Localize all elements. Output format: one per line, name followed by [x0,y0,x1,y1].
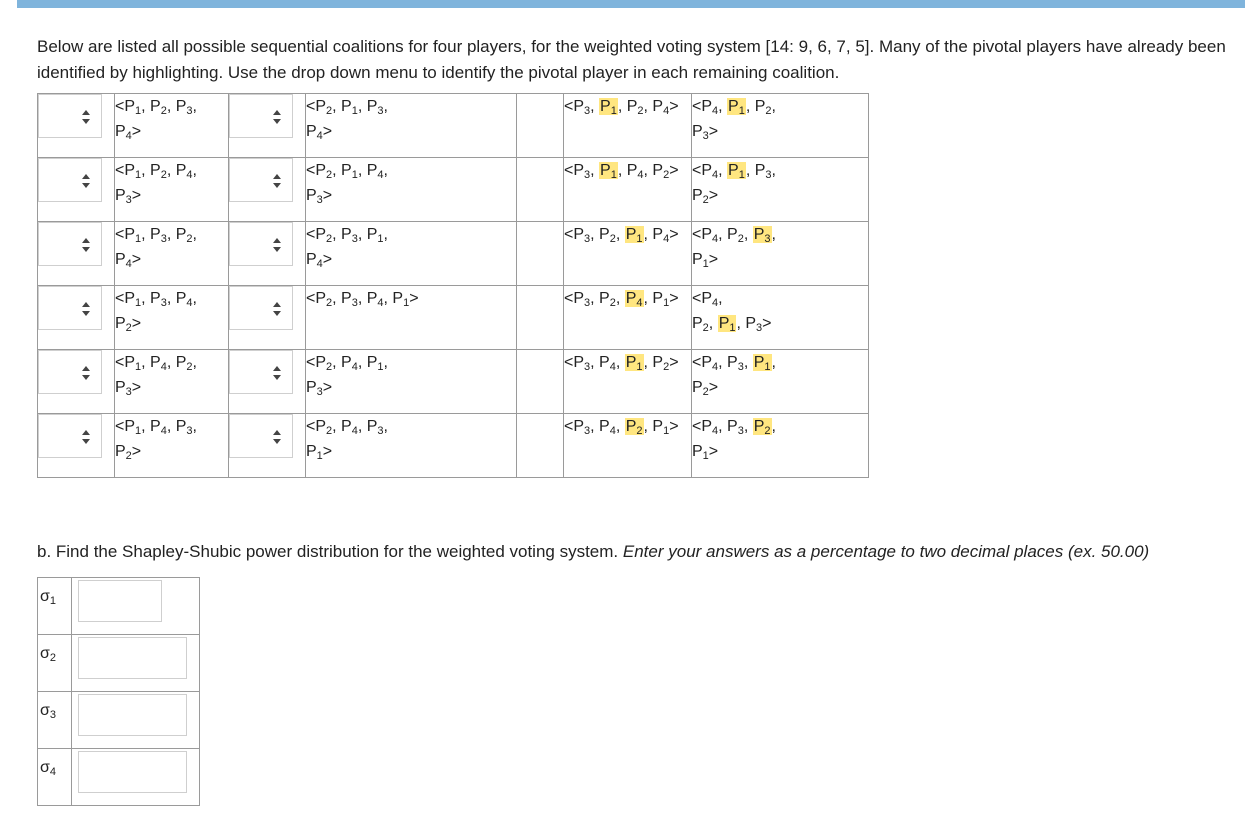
empty-cell [517,158,564,222]
pivotal-player-highlight: $P_2$ [753,418,771,437]
table-row [38,635,200,692]
pivotal-player-highlight: $P_1$ [728,162,745,181]
coalition-cell [692,414,869,478]
coalition-sequence: $<P_1$, $P_2$, $P_4$, $P_3>$ [115,162,197,206]
sort-arrows-icon [272,364,282,382]
coalition-cell [115,414,229,478]
sigma-input-cell [72,749,200,806]
pivotal-player-highlight: $P_2$ [625,418,643,437]
pivot-dropdown[interactable] [229,414,293,458]
pivot-dropdown[interactable] [229,350,293,394]
sort-arrows-icon [81,108,91,126]
sigma-input-cell [72,692,200,749]
sigma-label-3: $\sigma_3$ [38,692,72,749]
pivotal-player-highlight: $P_1$ [753,354,771,373]
sort-arrows-icon [81,300,91,318]
pivot-select-cell [38,222,115,286]
pivot-select-cell [229,286,306,350]
coalition-sequence: $<P_3$, $P_2$, $P_4$, $P_1>$ [564,290,679,309]
sort-arrows-icon [81,428,91,446]
coalition-cell [564,414,692,478]
sort-arrows-icon [272,300,282,318]
sort-arrows-icon [81,172,91,190]
pivot-select-cell [38,350,115,414]
coalition-sequence: $<P_1$, $P_3$, $P_2$, $P_4>$ [115,226,197,270]
coalition-sequence: $<P_4$, $P_3$, $P_2$, $P_1>$ [692,418,776,462]
coalition-sequence: $<P_4$, $P_2$, $P_1$, $P_3>$ [692,290,772,334]
coalition-sequence: $<P_1$, $P_2$, $P_3$, $P_4>$ [115,98,197,142]
coalition-cell [306,414,517,478]
empty-cell [517,286,564,350]
pivotal-player-highlight: $P_1$ [728,98,745,117]
table-row [38,692,200,749]
sigma-label-2: $\sigma_2$ [38,635,72,692]
coalition-cell [564,222,692,286]
empty-cell [517,414,564,478]
coalition-cell [115,350,229,414]
coalition-cell [564,286,692,350]
table-row [38,350,869,414]
pivot-select-cell [229,350,306,414]
empty-cell [517,222,564,286]
coalition-cell [115,222,229,286]
sort-arrows-icon [272,108,282,126]
coalitions-table [37,93,869,478]
part-b-prompt [37,542,1149,562]
coalition-sequence: $<P_1$, $P_3$, $P_4$, $P_2>$ [115,290,197,334]
part-b-text: b. Find the Shapley-Shubic power distribution for the weighted voting system. [37,542,619,561]
pivot-dropdown[interactable] [229,286,293,330]
coalition-sequence: $<P_3$, $P_4$, $P_1$, $P_2>$ [564,354,679,373]
coalition-sequence: $<P_2$, $P_4$, $P_3$, $P_1>$ [306,418,388,462]
pivot-select-cell [38,286,115,350]
coalition-sequence: $<P_3$, $P_2$, $P_1$, $P_4>$ [564,226,679,245]
pivot-select-cell [38,414,115,478]
coalition-sequence: $<P_3$, $P_1$, $P_2$, $P_4>$ [564,98,679,117]
sigma-label-1: $\sigma_1$ [38,578,72,635]
sigma-input-cell [72,635,200,692]
table-row [38,286,869,350]
sigma-1-input[interactable] [78,580,162,622]
coalition-sequence: $<P_1$, $P_4$, $P_2$, $P_3>$ [115,354,197,398]
coalition-sequence: $<P_3$, $P_4$, $P_2$, $P_1>$ [564,418,679,437]
empty-cell [517,94,564,158]
sigma-2-input[interactable] [78,637,187,679]
table-row [38,94,869,158]
table-row [38,414,869,478]
sigma-3-input[interactable] [78,694,187,736]
top-accent-bar [17,0,1245,8]
coalition-sequence: $<P_2$, $P_1$, $P_4$, $P_3>$ [306,162,388,206]
coalition-sequence: $<P_1$, $P_4$, $P_3$, $P_2>$ [115,418,197,462]
coalition-sequence: $<P_4$, $P_3$, $P_1$, $P_2>$ [692,354,776,398]
coalition-sequence: $<P_2$, $P_3$, $P_1$, $P_4>$ [306,226,388,270]
instructions-text: Below are listed all possible sequential coalitions for four players, for the weighted voting system [14: 9, 6, 7, 5]. Many of the pivotal players have already been identified by highlighting. Use the drop down menu to identify the pivotal player in each remaining coalition. [37,37,1226,82]
coalition-sequence: $<P_3$, $P_1$, $P_4$, $P_2>$ [564,162,679,181]
pivot-dropdown[interactable] [38,414,102,458]
sigma-input-cell [72,578,200,635]
coalition-sequence: $<P_4$, $P_1$, $P_2$, $P_3>$ [692,98,776,142]
coalition-cell [564,350,692,414]
coalition-cell [306,350,517,414]
pivot-select-cell [229,222,306,286]
table-row [38,578,200,635]
pivot-dropdown[interactable] [38,94,102,138]
empty-cell [517,350,564,414]
pivot-dropdown[interactable] [229,158,293,202]
coalition-sequence: $<P_4$, $P_2$, $P_3$, $P_1>$ [692,226,776,270]
coalition-cell [115,94,229,158]
pivotal-player-highlight: $P_1$ [600,98,617,117]
sort-arrows-icon [272,428,282,446]
power-distribution-table [37,577,200,806]
coalition-cell [564,158,692,222]
pivot-select-cell [229,414,306,478]
sigma-4-input[interactable] [78,751,187,793]
table-row [38,158,869,222]
coalition-sequence: $<P_2$, $P_4$, $P_1$, $P_3>$ [306,354,388,398]
table-row [38,222,869,286]
pivot-select-cell [229,94,306,158]
pivot-dropdown[interactable] [229,94,293,138]
sort-arrows-icon [272,236,282,254]
pivotal-player-highlight: $P_1$ [625,354,643,373]
coalition-sequence: $<P_2$, $P_3$, $P_4$, $P_1>$ [306,290,419,309]
coalition-cell [564,94,692,158]
coalition-cell [692,94,869,158]
coalition-sequence: $<P_2$, $P_1$, $P_3$, $P_4>$ [306,98,388,142]
coalition-cell [692,158,869,222]
coalition-cell [115,158,229,222]
sort-arrows-icon [272,172,282,190]
pivot-dropdown[interactable] [38,222,102,266]
coalition-cell [692,286,869,350]
pivotal-player-highlight: $P_1$ [600,162,617,181]
coalition-cell [306,286,517,350]
coalition-cell [306,158,517,222]
pivot-select-cell [229,158,306,222]
pivot-select-cell [38,94,115,158]
coalition-cell [692,222,869,286]
coalition-cell [692,350,869,414]
part-b-instruction: Enter your answers as a percentage to two decimal places (ex. 50.00) [622,542,1150,561]
coalition-sequence: $<P_4$, $P_1$, $P_3$, $P_2>$ [692,162,776,206]
pivot-dropdown[interactable] [38,158,102,202]
pivotal-player-highlight: $P_1$ [718,315,736,334]
sort-arrows-icon [81,364,91,382]
pivot-select-cell [38,158,115,222]
sort-arrows-icon [81,236,91,254]
coalition-cell [306,222,517,286]
pivot-dropdown[interactable] [38,350,102,394]
pivot-dropdown[interactable] [229,222,293,266]
coalition-cell [115,286,229,350]
table-row [38,749,200,806]
pivotal-player-highlight: $P_1$ [625,226,643,245]
pivotal-player-highlight: $P_3$ [753,226,771,245]
coalition-cell [306,94,517,158]
pivot-dropdown[interactable] [38,286,102,330]
sigma-label-4: $\sigma_4$ [38,749,72,806]
pivotal-player-highlight: $P_4$ [625,290,643,309]
